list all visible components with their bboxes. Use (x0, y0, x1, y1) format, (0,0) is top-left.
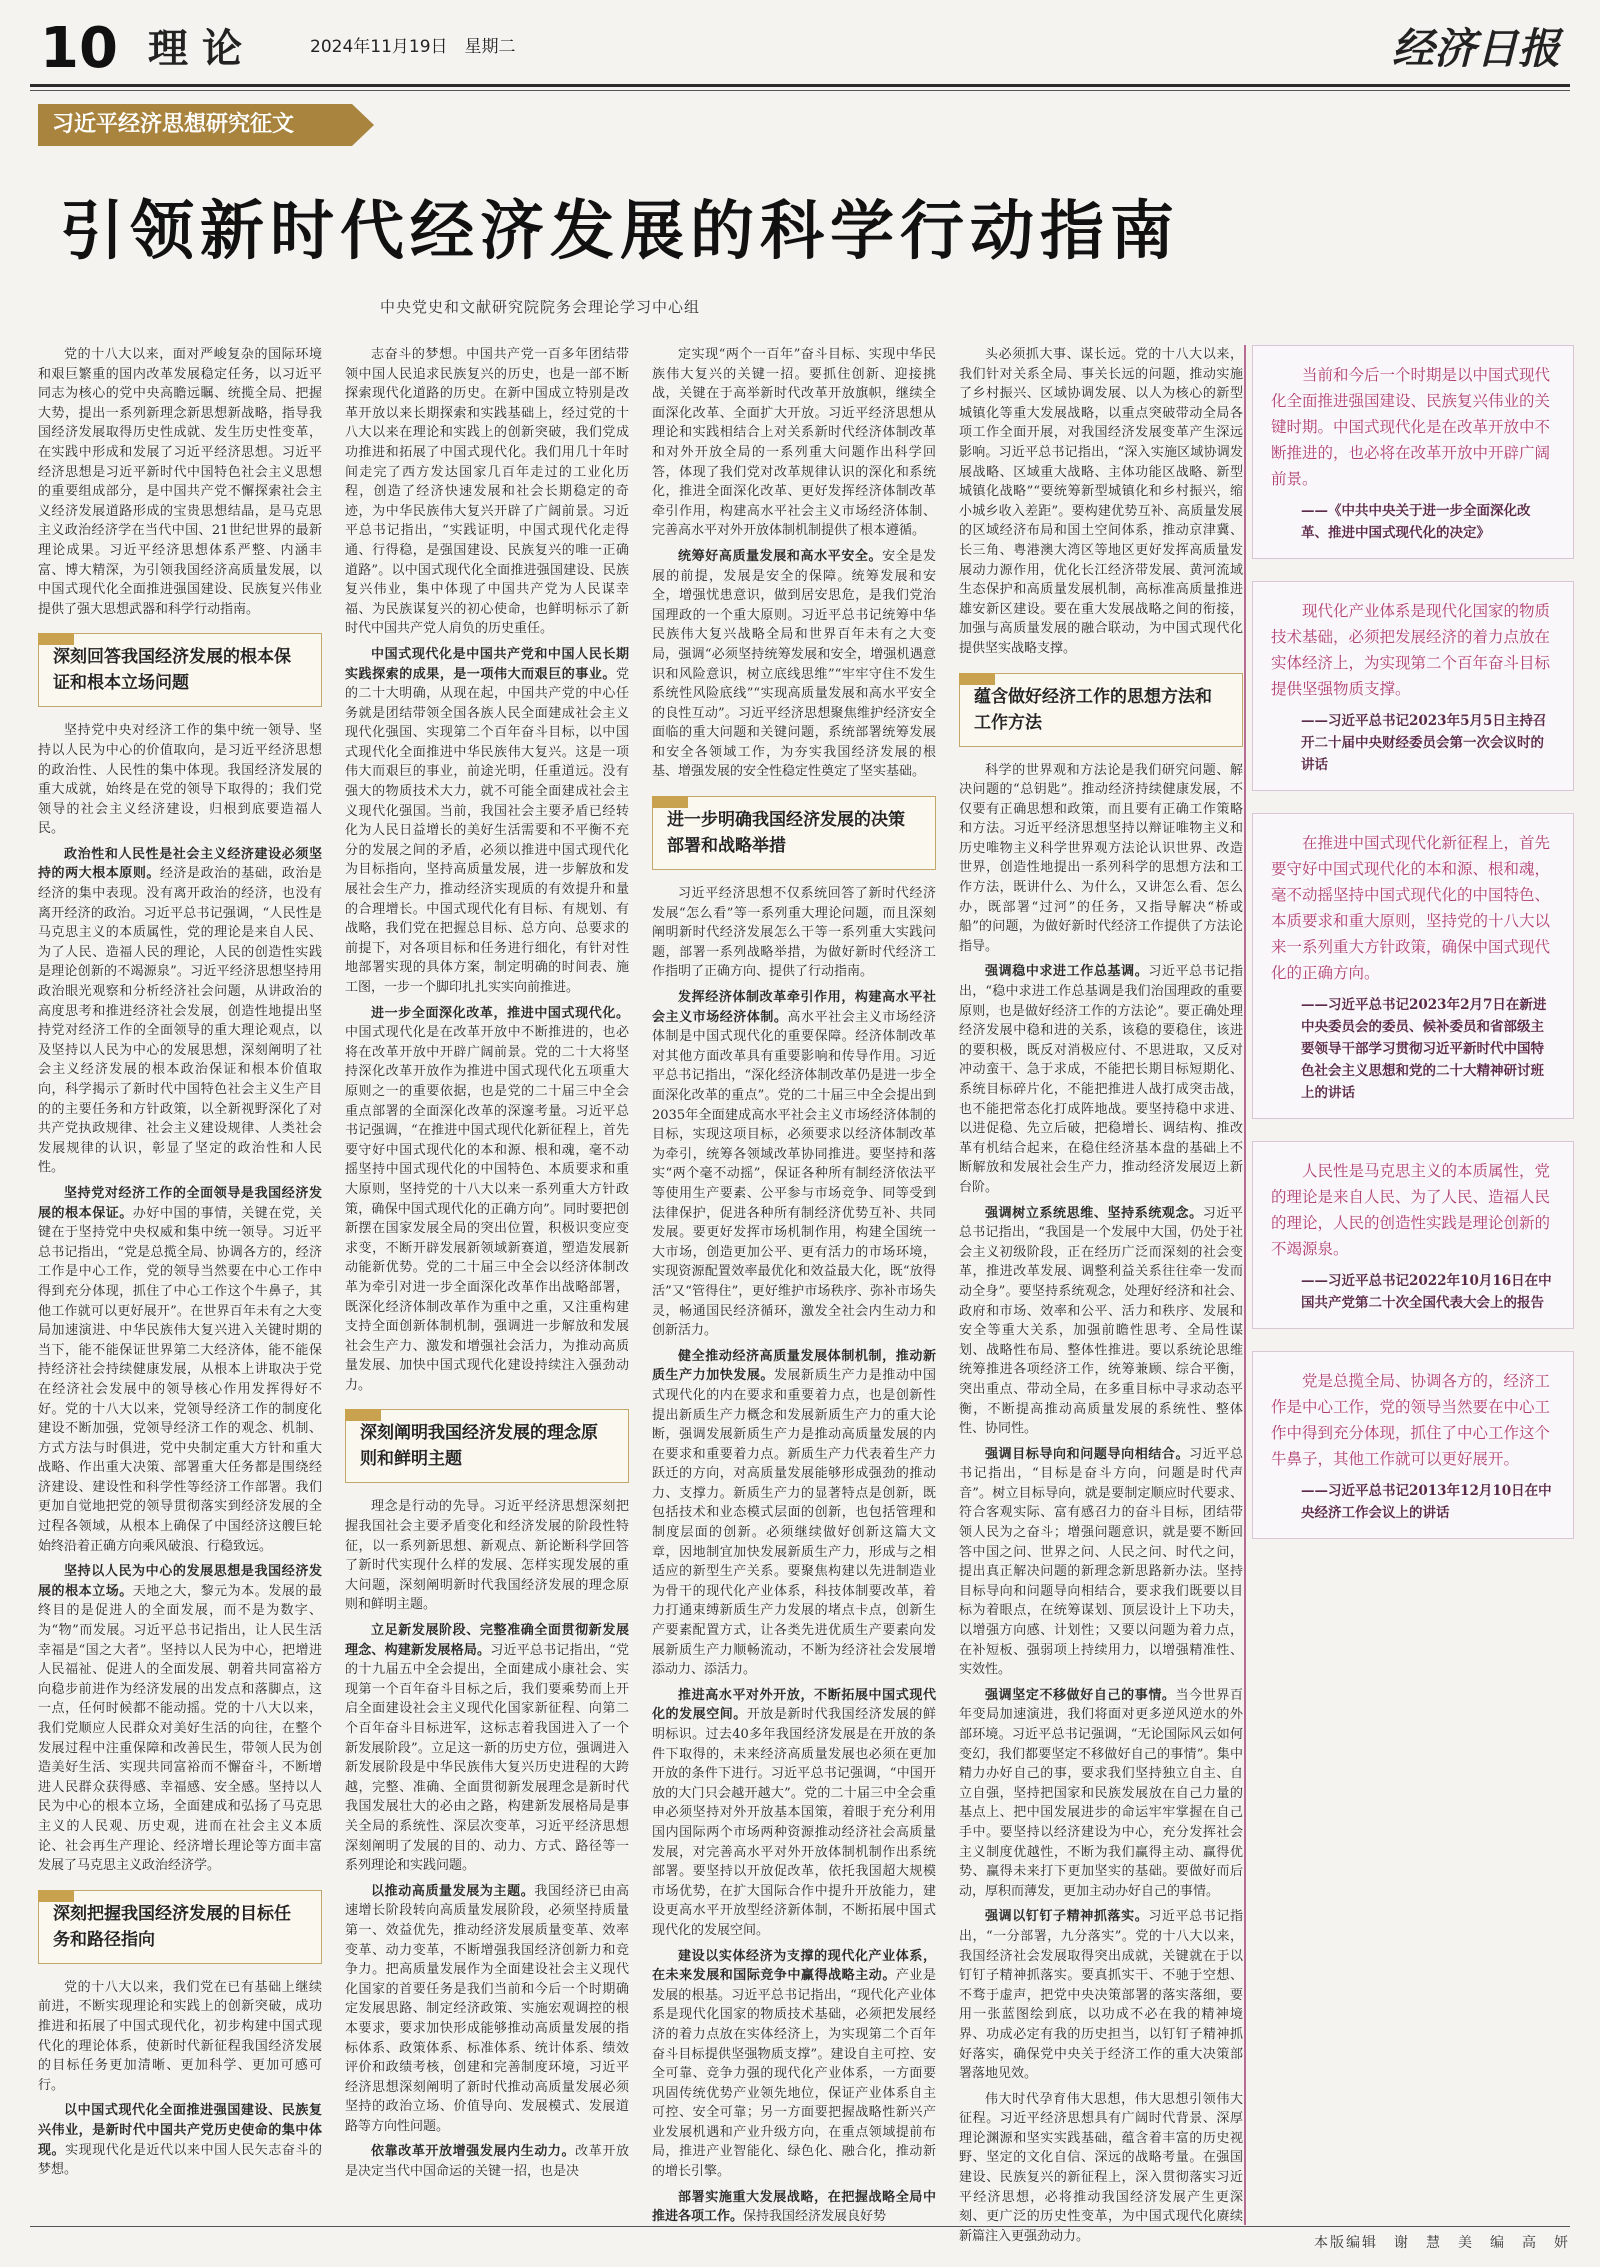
text-column-3 (652, 345, 936, 2225)
quote-text: 人民性是马克思主义的本质属性，党的理论是来自人民、为了人民、造福人民的理论，人民的创造性实践是理论创新的不竭源泉。 (1271, 1162, 1551, 1258)
paragraph-text: 当今世界百年变局加速演进，我们将面对更多逆风逆水的外部环境。习近平总书记强调，“无论国际风云如何变幻，我们都要坚定不移做好自己的事情”。集中精力办好自己的事，要求我们坚持独立自主、自立自强，坚持把国家和民族发展放在自己力量的基点上、把中国发展进步的命运牢牢掌握在自己手中。要坚持以经济建设为中心，充分发挥社会主义制度优越性，不断为我们赢得主动、赢得优势、赢得未来打下更加坚实的基础。要做好而后动，厚积而薄发，更加主动办好自己的事情。 (959, 1687, 1243, 1899)
article-body (38, 345, 1245, 2244)
paragraph-text: 习近平总书记指出，“我国是一个发展中大国，仍处于社会主义初级阶段，正在经历广泛而深刻的社会变革，推进改革发展、调整利益关系往往牵一发而动全身”。要坚持系统观念，处理好经济和社会、政府和市场、效率和公平、活力和秩序、发展和安全等重大关系，加强前瞻性思考、全局性谋划、战略性布局、整体性推进。要以系统论思维统筹推进各项经济工作，统筹兼顾、综合平衡，突出重点、带动全局，在多重目标中寻求动态平衡，不断提高推动高质量发展的系统性、整体性、协同性。 (959, 1205, 1243, 1437)
body-paragraph (345, 1004, 629, 1396)
quote-box (1252, 1141, 1574, 1329)
paragraph-text: 头必须抓大事、谋长远。党的十八大以来，我们针对关系全局、事关长远的问题，推动实施了乡村振兴、区域协调发展、以人为核心的新型城镇化等重大发展战略，以重点突破带动全局各项工作全面开展，对我国经济发展变革产生深远影响。习近平总书记指出，“深入实施区域协调发展战略、区域重大战略、主体功能区战略、新型城镇化战略”“要统筹新型城镇化和乡村振兴，缩小城乡收入差距”。要构建优势互补、高质量发展的区域经济布局和国土空间体系，推动京津冀、长三角、粤港澳大湾区等地区更好发挥高质量发展动力源作用，优化长江经济带发展、黄河流域生态保护和高质量发展机制，高标准高质量推进雄安新区建设。要在重大发展战略之间的衔接，加强与高质量发展的融合联动，为中国式现代化提供坚实战略支撑。 (959, 347, 1243, 656)
body-paragraph (38, 845, 322, 1178)
body-paragraph (38, 1978, 322, 2096)
paragraph-lead: 以推动高质量发展为主题。 (371, 1883, 535, 1899)
body-paragraph (652, 988, 936, 1341)
text-column-4 (959, 345, 1243, 2244)
body-paragraph (345, 1882, 629, 2137)
paragraph-text: 党的十八大以来，我们党在已有基础上继续前进，不断实现理论和实践上的创新突破，成功推进和拓展了中国式现代化，初步构建中国式现代化的理论体系，使新时代新征程我国经济发展的目标任务更加清晰、更加科学、更加可感可行。 (38, 1979, 322, 2093)
body-paragraph (38, 2101, 322, 2179)
paragraph-text: 实现现代化是近代以来中国人民矢志奋斗的梦想。 (38, 2142, 322, 2178)
body-paragraph (652, 2188, 936, 2227)
quote-text: 当前和今后一个时期是以中国式现代化全面推进强国建设、民族复兴伟业的关键时期。中国式现代化是在改革开放中不断推进的，也必将在改革开放中开辟广阔前景。 (1271, 366, 1551, 488)
paragraph-text: 党的十八大以来，面对严峻复杂的国际环境和艰巨繁重的国内改革发展稳定任务，以习近平同志为核心的党中央高瞻远瞩、统揽全局、把握大势，提出一系列新理念新思想新战略，指导我国经济发展取得历史性成就、发生历史性变革，在实践中形成和发展了习近平经济思想。习近平经济思想是习近平新时代中国特色社会主义思想的重要组成部分，是中国共产党不懈探索社会主义经济发展道路形成的宝贵思想结晶，是马克思主义政治经济学在当代中国、21世纪世界的最新理论成果。习近平经济思想体系严整、内涵丰富、博大精深，为引领我国经济高质量发展，以中国式现代化全面推进强国建设、民族复兴伟业提供了强大思想武器和科学行动指南。 (38, 347, 322, 617)
paragraph-text: 天地之大，黎元为本。发展的最终目的是促进人的全面发展，而不是为数字、为“物”而发展。习近平总书记指出，让人民生活幸福是“国之大者”。坚持以人民为中心，把增进人民福祉、促进人的全面发展、朝着共同富裕方向稳步前进作为经济发展的出发点和落脚点，这一点，任何时候都不能动摇。党的十八大以来，我们党顺应人民群众对美好生活的向往，在整个发展过程中注重保障和改善民生，带领人民为创造美好生活、实现共同富裕而不懈奋斗，不断增进人民群众获得感、幸福感、安全感。坚持以人民为中心的根本立场，全面建成和弘扬了马克思主义的人民观、历史观，进而在社会主义本质论、社会再生产理论、经济增长理论等方面丰富发展了马克思主义政治经济学。 (38, 1583, 322, 1874)
paragraph-lead: 依靠改革开放增强发展内生动力。 (371, 2144, 576, 2160)
column-tag: 习近平经济思想研究征文 (38, 104, 352, 146)
section-subhead: 深刻把握我国经济发展的目标任务和路径指向 (38, 1890, 322, 1964)
body-paragraph (959, 1907, 1243, 2083)
paragraph-text: 发展新质生产力是推动中国式现代化的内在要求和重要着力点，也是创新性提出新质生产力概念和发展新质生产力的重大论断，强调发展新质生产力是推动高质量发展的内在要求和重要着力点。新质生产力代表着生产力跃迁的方向，对高质量发展能够形成强劲的推动力、支撑力。新质生产力的显著特点是创新，既包括技术和业态模式层面的创新，也包括管理和制度层面的创新。必须继续做好创新这篇大文章，因地制宜加快发展新质生产力，形成与之相适应的新型生产关系。要聚焦构建以先进制造业为骨干的现代化产业体系，科技体制要改革，着力打通束缚新质生产力发展的堵点卡点，创新生产要素配置方式，让各类先进优质生产要素向发展新质生产力顺畅流动，不断为经济社会发展增添动力、添活力。 (652, 1368, 936, 1678)
top-rule-thin (30, 90, 1570, 91)
paragraph-text: 伟大时代孕育伟大思想，伟大思想引领伟大征程。习近平经济思想具有广阔时代背景、深厚理论渊源和坚实实践基础，蕴含着丰富的历史视野、坚定的文化自信、深远的战略考量。在强国建设、民族复兴的新征程上，深入贯彻落实习近平经济思想，必将推动我国经济发展产生更深刻、更广泛的历史性变革，为中国式现代化赓续新篇注入更强劲动力。 (959, 2091, 1243, 2244)
paragraph-text: 定实现“两个一百年”奋斗目标、实现中华民族伟大复兴的关键一招。要抓住创新、迎接挑战，关键在于高举新时代改革开放旗帜，继续全面深化改革、全面扩大开放。习近平经济思想从理论和实践相结合上对关系新时代经济体制改革和对外开放全局的一系列重大问题作出科学回答，体现了我们党对改革规律认识的深化和系统化，推进全面深化改革、更好发挥经济体制改革牵引作用，构建高水平社会主义市场经济体制、完善高水平对外开放体制机制提供了根本遵循。 (652, 347, 936, 539)
body-paragraph (38, 345, 322, 619)
quote-source: ——习近平总书记2023年2月7日在新进中央委员会的委员、候补委员和省部级主要领导干部学习贯彻习近平新时代中国特色社会主义思想和党的二十大精神研讨班上的讲话 (1301, 997, 1547, 1101)
quote-box (1252, 345, 1574, 559)
paragraph-text: 保持我国经济发展良好势 (743, 2209, 887, 2225)
body-paragraph (652, 884, 936, 982)
paragraph-lead: 中国式现代化是中国共产党和中国人民长期实践探索的成果，是一项伟大而艰巨的事业。 (345, 646, 629, 682)
quote-box (1252, 1351, 1574, 1539)
paragraph-text: 习近平总书记指出，“党的十九届五中全会提出，全面建成小康社会、实现第一个百年奋斗目标之后，我们要乘势而上开启全面建设社会主义现代化国家新征程、向第二个百年奋斗目标进军，这标志着我国进入了一个新发展阶段”。立足这一新的历史方位，强调进入新发展阶段是中华民族伟大复兴历史进程的大跨越，完整、准确、全面贯彻新发展理念是新时代我国发展壮大的必由之路，构建新发展格局是事关全局的系统性、深层次变革，习近平经济思想深刻阐明了发展的目的、动力、方式、路径等一系列理论和实践问题。 (345, 1642, 629, 1874)
quote-source: ——习近平总书记2013年12月10日在中央经济工作会议上的讲话 (1301, 1483, 1552, 1521)
body-paragraph (345, 645, 629, 998)
body-paragraph (959, 761, 1243, 957)
body-paragraph (652, 1347, 936, 1680)
paragraph-lead: 强调稳中求进工作总基调。 (985, 964, 1149, 980)
body-paragraph (652, 345, 936, 541)
bottom-rule (30, 2226, 1570, 2227)
paragraph-text: 经济是政治的基础，政治是经济的集中表现。没有离开政治的经济，也没有离开经济的政治。习近平总书记强调，“人民性是马克思主义的本质属性，党的理论是来自人民、为了人民、造福人民的理论，人民的创造性实践是理论创新的不竭源泉”。习近平经济思想坚持用政治眼光观察和分析经济社会问题，从讲政治的高度思考和推进经济社会发展，创造性地提出坚持党对经济工作的全面领导的重大理论观点，以及坚持以人民为中心的发展思想，深刻阐明了社会主义经济发展的根本政治保证和根本价值取向，科学揭示了新时代中国特色社会主义生产目的的主要任务和方针政策，以全新视野深化了对共产党执政规律、社会主义建设规律、人类社会发展规律的认识，彰显了坚定的政治性和人民性。 (38, 866, 322, 1176)
paragraph-text: 习近平总书记指出，“目标是奋斗方向，问题是时代声音”。树立目标导向，就是要制定顺应时代要求、符合客观实际、富有感召力的奋斗目标，团结带领人民为之奋斗；增强问题意识，就是要不断回答中国之问、世界之问、人民之问、时代之问，提出真正解决问题的新理念新思路新办法。坚持目标导向和问题导向相结合，要求我们既要以目标为着眼点，在统筹谋划、顶层设计上下功夫，以增强方向感、计划性；又要以问题为着力点，在补短板、强弱项上持续用力，以增强精准性、实效性。 (959, 1446, 1243, 1678)
text-column-1 (38, 345, 322, 2225)
top-rule (30, 84, 1570, 87)
paragraph-lead: 强调坚定不移做好自己的事情。 (985, 1687, 1176, 1703)
body-paragraph (38, 1562, 322, 1876)
paragraph-text: 习近平总书记指出，“一分部署，九分落实”。党的十八大以来，我国经济社会发展取得突出成就，关键就在于以钉钉子精神抓落实。要真抓实干、不驰于空想、不骛于虚声，把党中央决策部署的落实落细，要用一张蓝图绘到底，以功成不必在我的精神境界、功成必定有我的历史担当，以钉钉子精神抓好落实，确保党中央关于经济工作的重大决策部署落地见效。 (959, 1909, 1243, 2082)
paragraph-lead: 发挥经济体制改革牵引作用，构建高水平社会主义市场经济体制。 (652, 990, 936, 1025)
paragraph-lead: 健全推动经济高质量发展体制机制，推动新质生产力加快发展。 (652, 1348, 936, 1384)
body-paragraph (38, 721, 322, 839)
body-paragraph (652, 1686, 936, 1941)
section-subhead: 进一步明确我国经济发展的决策部署和战略举措 (652, 796, 936, 870)
paragraph-text: 坚持党中央对经济工作的集中统一领导、坚持以人民为中心的价值取向，是习近平经济思想的政治性、人民性的集中体现。我国经济发展的重大成就，始终是在党的领导下取得的；我们党领导的社会主义经济建设，归根到底要造福人民。 (38, 723, 322, 837)
paragraph-lead: 部署实施重大发展战略，在把握战略全局中推进各项工作。 (652, 2189, 936, 2225)
paragraph-text: 党的二十大明确，从现在起，中国共产党的中心任务就是团结带领全国各族人民全面建成社会主义现代化强国、实现第二个百年奋斗目标，以中国式现代化全面推进中华民族伟大复兴。这是一项伟大而艰巨的事业，前途光明，任重道远。没有强大的物质技术大力，就不可能全面建成社会主义现代化强国。当前，我国社会主要矛盾已经转化为人民日益增长的美好生活需要和不平衡不充分的发展之间的矛盾，必须以推进中国式现代化为目标指向，坚持高质量发展，进一步解放和发展社会生产力，推动经济实现质的有效提升和量的合理增长。中国式现代化有目标、有规划、有战略，我们党在把握总目标、总方向、总要求的前提下，对各项目标和任务进行细化，有针对性地部署实现的具体方案，制定明确的时间表、施工图，一步一个脚印扎扎实实向前推进。 (345, 666, 629, 995)
section-name: 理论 (148, 25, 256, 72)
quote-box (1252, 581, 1574, 791)
paragraph-text: 改革开放是决定当代中国命运的关键一招，也是决 (345, 2144, 629, 2180)
paragraph-text: 高水平社会主义市场经济体制是中国式现代化的重要保障。经济体制改革对其他方面改革具有重要影响和传导作用。习近平总书记指出，“深化经济体制改革仍是进一步全面深化改革的重点”。党的二十届三中全会提出到2035年全面建成高水平社会主义市场经济体制的目标，实现这项目标，必须要求以经济体制改革为牵引，统筹各领域改革协同推进。要坚持和落实“两个毫不动摇”，保证各种所有制经济依法平等使用生产要素、公平参与市场竞争、同等受到法律保护，促进各种所有制经济优势互补、共同发展。要更好发挥市场机制作用，构建全国统一大市场，创造更加公平、更有活力的市场环境，实现资源配置效率最优化和效益最大化，既“放得活”又“管得住”，更好维护市场秩序、弥补市场失灵，畅通国民经济循环，激发全社会内生动力和创新活力。 (652, 1009, 936, 1339)
paragraph-lead: 强调树立系统思维、坚持系统观念。 (985, 1205, 1203, 1221)
paragraph-lead: 立足新发展阶段、完整准确全面贯彻新发展理念、构建新发展格局。 (345, 1623, 629, 1658)
paragraph-text: 科学的世界观和方法论是我们研究问题、解决问题的“总钥匙”。推动经济持续健康发展，不仅要有正确思想和政策，而且要有正确工作策略和方法。习近平经济思想坚持以辩证唯物主义和历史唯物主义科学世界观方法论认识世界、改造世界，创造性地提出一系列科学的思想方法和工作方法，既讲什么、为什么，又讲怎么看、怎么办，既部署“过河”的任务，又指导解决“桥或船”的问题，为做好新时代经济工作提供了方法论指导。 (959, 762, 1243, 954)
masthead (30, 18, 1570, 80)
paragraph-lead: 坚持党对经济工作的全面领导是我国经济发展的根本保证。 (38, 1185, 322, 1221)
body-paragraph (959, 1686, 1243, 1902)
paragraph-lead: 以中国式现代化全面推进强国建设、民族复兴伟业，是新时代中国共产党历史使命的集中体现。 (38, 2103, 322, 2158)
quote-text: 现代化产业体系是现代化国家的物质技术基础，必须把发展经济的着力点放在实体经济上，为实现第二个百年奋斗目标提供坚强物质支撑。 (1271, 602, 1551, 698)
paragraph-lead: 统筹好高质量发展和高水平安全。 (678, 548, 883, 564)
body-paragraph (959, 345, 1243, 659)
paragraph-text: 理念是行动的先导。习近平经济思想深刻把握我国社会主要矛盾变化和经济发展的阶段性特征，以一系列新思想、新观点、新论断科学回答了新时代实现什么样的发展、怎样实现发展的重大问题，深刻阐明新时代我国经济发展的理念原则和鲜明主题。 (345, 1499, 629, 1613)
sidebar-rule (1244, 345, 1246, 2225)
paragraph-lead: 坚持以人民为中心的发展思想是我国经济发展的根本立场。 (38, 1564, 322, 1599)
paragraph-lead: 推进高水平对外开放，不断拓展中国式现代化的发展空间。 (652, 1687, 936, 1723)
paragraph-text: 开放是新时代我国经济发展的鲜明标识。过去40多年我国经济发展是在开放的条件下取得的，未来经济高质量发展也必须在更加开放的条件下进行。习近平总书记强调，“中国开放的大门只会越开越大”。党的二十届三中全会重申必须坚持对外开放基本国策，着眼于充分利用国内国际两个市场两种资源推动经济社会高质量发展，对完善高水平对外开放体制机制作出系统部署。要坚持以开放促改革，依托我国超大规模市场优势，在扩大国际合作中提升开放能力，建设更高水平开放型经济新体制，不断拓展中国式现代化的发展空间。 (652, 1707, 936, 1938)
quote-text: 在推进中国式现代化新征程上，首先要守好中国式现代化的本和源、根和魂，毫不动摇坚持中国式现代化的中国特色、本质要求和重大原则，坚持党的十八大以来一系列重大方针政策，确保中国式现代化的正确方向。 (1271, 834, 1551, 982)
issue-date: 2024年11月19日 星期二 (310, 37, 516, 57)
quote-source: ——习近平总书记2022年10月16日在中国共产党第二十次全国代表大会上的报告 (1301, 1273, 1552, 1311)
text-column-2 (345, 345, 629, 2225)
page-number: 10 (40, 16, 118, 81)
section-subhead: 深刻回答我国经济发展的根本保证和根本立场问题 (38, 633, 322, 707)
paragraph-lead: 建设以实体经济为支撑的现代化产业体系，在未来发展和国际竞争中赢得战略主动。 (652, 1948, 936, 1984)
body-paragraph (959, 2090, 1243, 2247)
quote-text: 党是总揽全局、协调各方的，经济工作是中心工作，党的领导当然要在中心工作中得到充分体现，抓住了中心工作这个牛鼻子，其他工作就可以更好展开。 (1271, 1372, 1551, 1468)
quote-sidebar (1252, 345, 1574, 2225)
paragraph-text: 安全是发展的前提，发展是安全的保障。统筹发展和安全，增强忧患意识，做到居安思危，是我们党治国理政的一个重大原则。习近平总书记统筹中华民族伟大复兴战略全局和世界百年未有之大变局，强调“必须坚持统筹发展和安全，增强机遇意识和风险意识，树立底线思维”“牢牢守住不发生系统性风险底线”“实现高质量发展和高水平安全的良性互动”。习近平经济思想聚焦维护经济安全面临的重大问题和关键问题，系统部署统筹发展和安全各领域工作，为夯实我国经济发展的根基、增强发展的安全性稳定性奠定了坚实基础。 (652, 548, 936, 780)
paragraph-text: 产业是发展的根基。习近平总书记指出，“现代化产业体系是现代化国家的物质技术基础，必须把发展经济的着力点放在实体经济上，为实现第二个百年奋斗目标提供坚强物质支撑”。建设自主可控、安全可靠、竞争力强的现代化产业体系，一方面要巩固传统优势产业领先地位，保证产业体系自主可控、安全可靠；另一方面要把握战略性新兴产业发展机遇和产业升级方向，在重点领域提前布局，推进产业智能化、绿色化、融合化，推动新的增长引擎。 (652, 1968, 936, 2180)
body-paragraph (38, 1184, 322, 1556)
body-paragraph (345, 1621, 629, 1876)
paragraph-lead: 强调目标导向和问题导向相结合。 (985, 1446, 1190, 1462)
paragraph-lead: 政治性和人民性是社会主义经济建设必须坚持的两大根本原则。 (38, 846, 322, 882)
section-subhead: 蕴含做好经济工作的思想方法和工作方法 (959, 673, 1243, 747)
quote-source: ——《中共中央关于进一步全面深化改革、推进中国式现代化的决定》 (1301, 503, 1531, 541)
body-paragraph (652, 1947, 936, 2182)
paragraph-text: 习近平经济思想不仅系统回答了新时代经济发展“怎么看”等一系列重大理论问题，而且深刻阐明新时代经济发展怎么干等一系列重大实践问题，部署一系列战略举措，为做好新时代经济工作指明了正确方向、提供了行动指南。 (652, 886, 936, 980)
paragraph-text: 中国式现代化是在改革开放中不断推进的，也必将在改革开放中开辟广阔前景。党的二十大将坚持深化改革开放作为推进中国式现代化五项重大原则之一的重要依据，也是党的二十届三中全会重点部署的全面深化改革的深邃考量。习近平总书记强调，“在推进中国式现代化新征程上，首先要守好中国式现代化的本和源、根和魂，毫不动摇坚持中国式现代化的中国特色、本质要求和重大原则，坚持党的十八大以来一系列重大方针政策，确保中国式现代化的正确方向”。同时要把创新摆在国家发展全局的突出位置，积极识变应变求变，不断开辟发展新领域新赛道，塑造发展新动能新优势。党的二十届三中全会以经济体制改革为牵引对进一步全面深化改革作出战略部署，既深化经济体制改革作为重中之重，又注重构建支持全面创新体制机制，强调进一步解放和发展社会生产力、激发和增强社会活力，为推动高质量发展、加快中国式现代化建设持续注入强劲动力。 (345, 1025, 629, 1393)
headline: 引领新时代经济发展的科学行动指南 (60, 195, 1180, 269)
quote-box (1252, 813, 1574, 1119)
paragraph-text: 办好中国的事情，关键在党，关键在于坚持党中央权威和集中统一领导。习近平总书记指出，“党是总揽全局、协调各方的，经济工作是中心工作，党的领导当然要在中心工作中得到充分体现，抓住了中心工作这个牛鼻子，其他工作就可以更好展开”。在世界百年未有之大变局加速演进、中华民族伟大复兴进入关键时期的当下，能不能保证世界第二大经济体，能不能保持经济社会持续健康发展，从根本上讲取决于党在经济社会发展中的领导核心作用发挥得好不好。党的十八大以来，党领导经济工作的制度化建设不断加强，党领导经济工作的观念、机制、方式方法与时俱进，党中央制定重大方针和重大战略、作出重大决策、部署重大任务都是围绕经济建设、建设性和科学性等经济工作部署。我们更加自觉地把党的领导贯彻落实到经济发展的全过程各领域，从根本上确保了中国经济这艘巨轮始终沿着正确方向乘风破浪、行稳致远。 (38, 1205, 322, 1554)
paragraph-text: 习近平总书记指出，“稳中求进工作总基调是我们治国理政的重要原则，也是做好经济工作的方法论”。要正确处理经济发展中稳和进的关系，该稳的要稳住，该进的要积极，既反对消极应付、不思进取，又反对冲动蛮干、急于求成，不能把长期目标短期化、系统目标碎片化，不能把推进人战打成突击战，也不能把常态化打成阵地战。要坚持稳中求进、以进促稳、先立后破，把稳增长、调结构、推改革有机结合起来，在稳住经济基本盘的基础上不断解放和发展社会生产力，推动经济发展迈上新台阶。 (959, 964, 1243, 1195)
paragraph-lead: 强调以钉钉子精神抓落实。 (985, 1909, 1149, 1925)
section-subhead: 深刻阐明我国经济发展的理念原则和鲜明主题 (345, 1409, 629, 1483)
body-paragraph (959, 1445, 1243, 1680)
body-paragraph (959, 1204, 1243, 1439)
byline: 中央党史和文献研究院院务会理论学习中心组 (380, 298, 701, 316)
body-paragraph (345, 345, 629, 639)
paragraph-lead: 进一步全面深化改革，推进中国式现代化。 (371, 1005, 629, 1021)
quote-source: ——习近平总书记2023年5月5日主持召开二十届中央财经委员会第一次会议时的讲话 (1301, 713, 1547, 773)
paragraph-text: 志奋斗的梦想。中国共产党一百多年团结带领中国人民追求民族复兴的历史，也是一部不断探索现代化道路的历史。在新中国成立特别是改革开放以来长期探索和实践基础上，经过党的十八大以来在理论和实践上的创新突破，我们党成功推进和拓展了中国式现代化。我们用几十年时间走完了西方发达国家几百年走过的工业化历程，创造了经济快速发展和社会长期稳定的奇迹，为中华民族伟大复兴开辟了广阔前景。习近平总书记指出，“实践证明，中国式现代化走得通、行得稳，是强国建设、民族复兴的唯一正确道路”。以中国式现代化全面推进强国建设、民族复兴伟业，集中体现了中国共产党为人民谋幸福、为民族谋复兴的初心使命，也鲜明标示了新时代中国共产党人肩负的历史重任。 (345, 347, 629, 637)
paragraph-text: 我国经济已由高速增长阶段转向高质量发展阶段，必须坚持质量第一、效益优先，推动经济发展质量变革、效率变革、动力变革，不断增强我国经济创新力和竞争力。把高质量发展作为全面建设社会主义现代化国家的首要任务是我们当前和今后一个时期确定发展思路、制定经济政策、实施宏观调控的根本要求，要求加快形成能够推动高质量发展的指标体系、政策体系、标准体系、统计体系、绩效评价和政绩考核，创建和完善制度环境，习近平经济思想深刻阐明了新时代推动高质量发展必须坚持的政治立场、价值导向、发展模式、发展道路等方向性问题。 (345, 1883, 629, 2134)
body-paragraph (959, 962, 1243, 1197)
editor-credits: 本版编辑 谢 慧 美 编 高 妍 (1314, 2235, 1570, 2251)
body-paragraph (652, 547, 936, 782)
body-paragraph (345, 2142, 629, 2181)
newspaper-logo: 经济日报 (1391, 24, 1560, 73)
body-paragraph (345, 1497, 629, 1615)
